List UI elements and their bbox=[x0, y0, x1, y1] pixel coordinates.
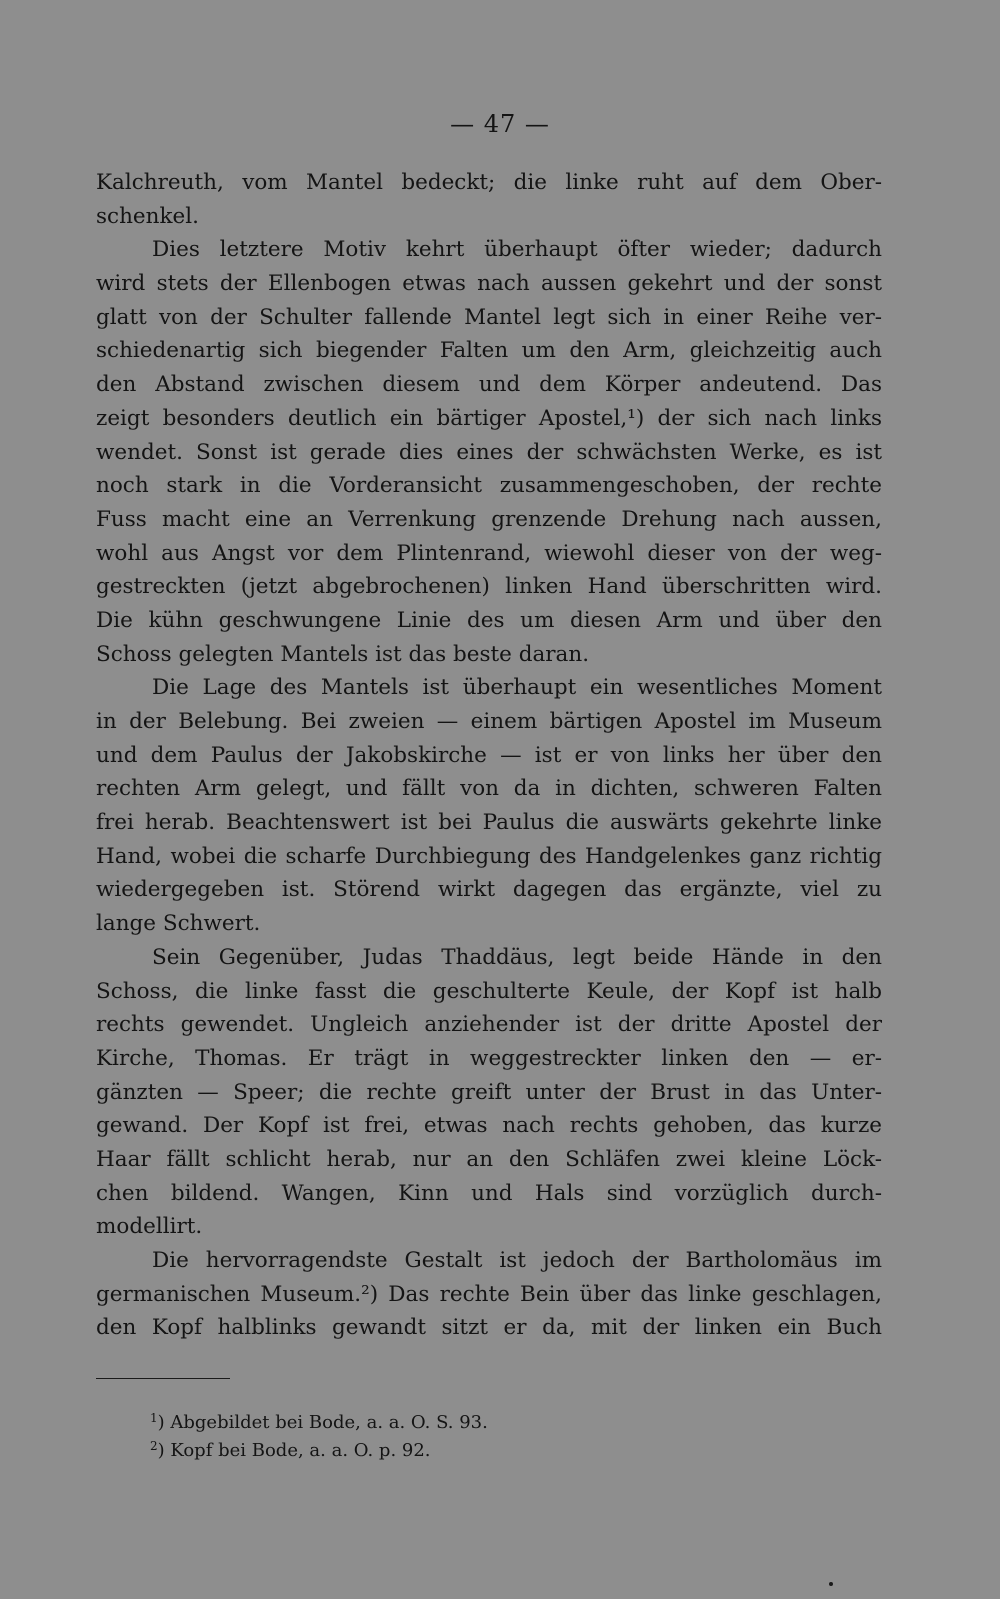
text-line: schenkel. bbox=[96, 203, 199, 229]
text-line: Die hervorragendste Gestalt ist jedoch der Bartholomäus im bbox=[152, 1248, 882, 1273]
text-line: rechten Arm gelegt, und fällt von da in dichten, schweren Falten bbox=[96, 776, 882, 802]
scan-speck bbox=[829, 1582, 833, 1586]
text-line: germanischen Museum.²) Das rechte Bein über das linke geschlagen, bbox=[96, 1281, 882, 1307]
text-line: den Kopf halblinks gewandt sitzt er da, mit der linken ein Buch bbox=[96, 1315, 882, 1341]
text-line: Haar fällt schlicht herab, nur an den Schläfen zwei kleine Löck- bbox=[96, 1146, 882, 1172]
text-line: Schoss, die linke fasst die geschulterte Keule, der Kopf ist halb bbox=[96, 978, 882, 1004]
footnote-text: ) Kopf bei Bode, a. a. O. p. 92. bbox=[157, 1440, 431, 1461]
text-line: gewand. Der Kopf ist frei, etwas nach rechts gehoben, das kurze bbox=[96, 1113, 882, 1139]
text-line: Fuss macht eine an Verrenkung grenzende Drehung nach aussen, bbox=[96, 506, 882, 532]
text-line: Sein Gegenüber, Judas Thaddäus, legt beide Hände in den bbox=[152, 944, 882, 970]
footnote-1 bbox=[150, 1404, 750, 1432]
text-line: und dem Paulus der Jakobskirche — ist er von links her über den bbox=[96, 742, 882, 768]
text-line: chen bildend. Wangen, Kinn und Hals sind vorzüglich durch- bbox=[96, 1180, 882, 1206]
text-line: wohl aus Angst vor dem Plintenrand, wiewohl dieser von der weg- bbox=[96, 540, 882, 566]
text-line: glatt von der Schulter fallende Mantel legt sich in einer Reihe ver- bbox=[96, 304, 882, 330]
body-text bbox=[96, 166, 882, 1345]
footnotes bbox=[150, 1404, 750, 1460]
text-line: Kalchreuth, vom Mantel bedeckt; die linke ruht auf dem Ober- bbox=[96, 170, 882, 195]
text-line: wird stets der Ellenbogen etwas nach aussen gekehrt und der sonst bbox=[96, 271, 882, 297]
text-line: noch stark in die Vorderansicht zusammengeschoben, der rechte bbox=[96, 473, 882, 499]
text-line: schiedenartig sich biegender Falten um den Arm, gleichzeitig auch bbox=[96, 338, 882, 364]
footnote-2 bbox=[150, 1432, 750, 1460]
text-line: gestreckten (jetzt abgebrochenen) linken Hand überschritten wird. bbox=[96, 574, 882, 600]
text-line: wendet. Sonst ist gerade dies eines der schwächsten Werke, es ist bbox=[96, 439, 882, 465]
text-line: zeigt besonders deutlich ein bärtiger Apostel,¹) der sich nach links bbox=[96, 405, 882, 431]
footnote-divider bbox=[96, 1378, 230, 1379]
text-line: in der Belebung. Bei zweien — einem bärtigen Apostel im Museum bbox=[96, 709, 882, 734]
text-line: Schoss gelegten Mantels ist das beste daran. bbox=[96, 641, 590, 667]
text-line: Die kühn geschwungene Linie des um diesen Arm und über den bbox=[96, 607, 882, 633]
text-line: Hand, wobei die scharfe Durchbiegung des Handgelenkes ganz richtig bbox=[96, 843, 882, 869]
text-line: modellirt. bbox=[96, 1214, 203, 1240]
text-line: gänzten — Speer; die rechte greift unter der Brust in das Unter- bbox=[96, 1079, 882, 1105]
text-line: Die Lage des Mantels ist überhaupt ein wesentliches Moment bbox=[152, 675, 882, 701]
text-line: wiedergegeben ist. Störend wirkt dagegen das ergänzte, viel zu bbox=[96, 877, 882, 903]
text-line: Dies letztere Motiv kehrt überhaupt öfter wieder; dadurch bbox=[152, 237, 882, 263]
text-line: rechts gewendet. Ungleich anziehender ist der dritte Apostel der bbox=[96, 1012, 882, 1038]
page-number: — 47 — bbox=[450, 110, 550, 138]
text-line: frei herab. Beachtenswert ist bei Paulus die auswärts gekehrte linke bbox=[96, 810, 882, 836]
footnote-mark: 2 bbox=[150, 1439, 158, 1453]
footnote-mark: 1 bbox=[150, 1411, 158, 1425]
footnote-text: ) Abgebildet bei Bode, a. a. O. S. 93. bbox=[157, 1412, 488, 1433]
text-line: lange Schwert. bbox=[96, 911, 261, 937]
text-line: Kirche, Thomas. Er trägt in weggestreckter linken den — er- bbox=[96, 1045, 882, 1071]
text-line: den Abstand zwischen diesem und dem Körper andeutend. Das bbox=[96, 372, 882, 398]
